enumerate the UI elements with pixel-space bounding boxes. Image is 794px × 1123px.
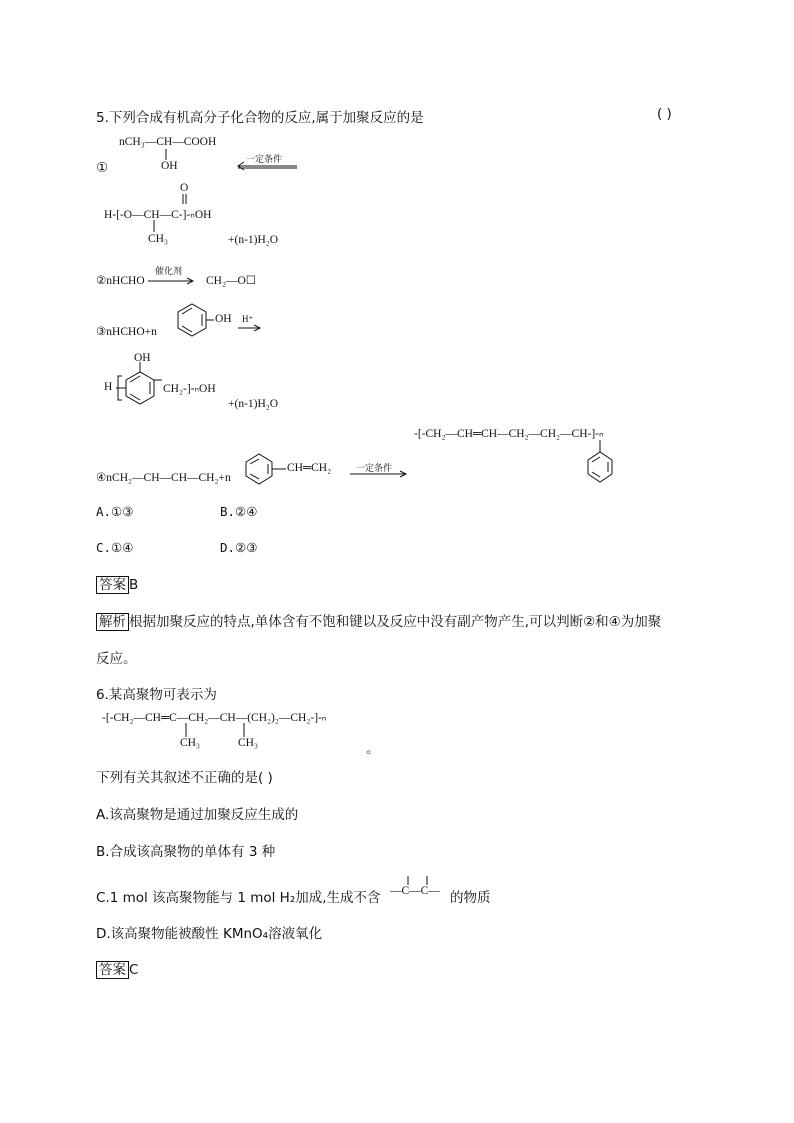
q6-question: 下列有关其叙述不正确的是( ) <box>96 770 273 786</box>
r1-oh: OH <box>161 160 178 172</box>
r3-product-oh: OH <box>134 352 151 364</box>
r3-water: +(n-1)H₂O <box>228 398 279 410</box>
r4-condition: 一定条件 <box>356 463 393 473</box>
r1-condition: 一定条件 <box>246 154 283 164</box>
answer-badge-6: 答案 <box>96 961 129 979</box>
r3-label: ③nHCHO+n <box>96 326 157 338</box>
q5-analysis-row <box>96 610 661 630</box>
analysis-badge: 解析 <box>96 613 129 631</box>
q5-answer-row <box>96 573 138 593</box>
q5-option-d: D.②③ <box>220 540 258 555</box>
r1-ch3: CH₃ <box>148 233 168 245</box>
q6-option-b: B.合成该高聚物的单体有 3 种 <box>96 844 276 860</box>
q6-option-a: A.该高聚物是通过加聚反应生成的 <box>96 807 299 823</box>
r1-product: H-[-O—CH—C-]-ₙOH <box>104 209 212 221</box>
q6-polymer: -[-CH₂—CH═C—CH₂—CH—(CH₂)₂—CH₂-]-ₙ <box>102 712 327 724</box>
q5-option-c: C.①④ <box>96 540 134 555</box>
q6-answer-row <box>96 958 138 978</box>
answer-badge: 答案 <box>96 576 129 594</box>
answer-bracket: ( ) <box>657 106 672 122</box>
r4-product: -[-CH₂—CH═CH—CH₂—CH₂—CH-]-ₙ <box>414 428 604 440</box>
q6-ch3-a: CH₃ <box>180 737 200 749</box>
r3-product-h: H <box>104 381 113 393</box>
q5-option-b: B.②④ <box>220 504 258 519</box>
r3-product-tail: CH₂-]-ₙOH <box>163 383 216 395</box>
q5-option-a: A.①③ <box>96 504 134 519</box>
q5-analysis-text: 根据加聚反应的特点,单体含有不饱和键以及反应中没有副产物产生,可以判断②和④为加聚 <box>129 614 662 630</box>
r3-condition: H⁺ <box>242 314 254 324</box>
question-5-stem: 5.下列合成有机高分子化合物的反应,属于加聚反应的是 <box>96 110 424 126</box>
r1-water: +(n-1)H₂O <box>228 234 279 246</box>
q6-option-d: D.该高聚物能被酸性 KMnO₄溶液氧化 <box>96 926 323 942</box>
question-6-stem: 6.某高聚物可表示为 <box>96 687 217 703</box>
q6-option-c-tail: 的物质 <box>450 890 491 906</box>
q6-answer-value: C <box>129 962 139 978</box>
r4-vinyl: CH═CH₂ <box>287 462 332 474</box>
q6-cc-unit: —C—C— <box>390 885 440 897</box>
r2-product: CH₂—O☐ <box>206 275 257 287</box>
r3-phenol-oh: OH <box>215 313 232 325</box>
q6-period: 。 <box>366 741 380 757</box>
r4-label: ④nCH₂—CH—CH—CH₂+n <box>96 472 231 484</box>
q5-answer-value: B <box>129 577 139 593</box>
r1-o-top: O <box>180 182 189 194</box>
r1-monomer: nCH₃—CH—COOH <box>119 136 217 148</box>
q6-ch3-b: CH₃ <box>238 737 258 749</box>
q6-option-c: C.1 mol 该高聚物能与 1 mol H₂加成,生成不含 <box>96 890 381 906</box>
r2-condition: 催化剂 <box>155 266 183 276</box>
r2-label: ②nHCHO <box>96 275 145 287</box>
q5-analysis-line2: 反应。 <box>96 651 137 667</box>
r1-number: ① <box>96 160 109 176</box>
